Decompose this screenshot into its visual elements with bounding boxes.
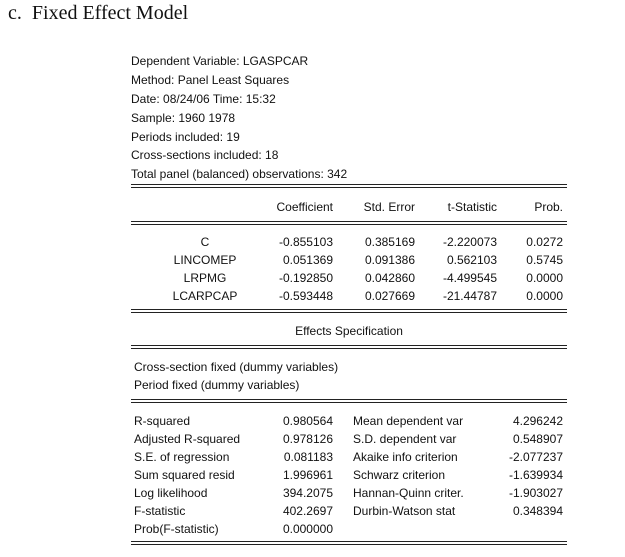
stat-value-left: 1.996961 [282,468,333,482]
stat-value-left: 0.081183 [283,450,333,464]
row-prob: 0.0000 [526,289,563,303]
row-coefficient: -0.192850 [278,271,333,285]
stat-value-left: 394.2075 [282,486,333,500]
effects-line-row [131,358,567,376]
row-std-error: 0.385169 [364,235,415,249]
effects-period: Period fixed (dummy variables) [134,378,300,392]
stat-label-left: Adjusted R-squared [134,432,241,446]
table-row [131,251,567,269]
effects-top-rule [131,309,567,313]
effects-title: Effects Specification [295,324,403,338]
meta-periods: Periods included: 19 [131,129,240,144]
stat-label-right: Akaike info criterion [353,450,458,464]
meta-cross-sections: Cross-sections included: 18 [131,148,279,163]
row-variable: LRPMG [183,271,227,285]
stat-value-left: 0.000000 [282,522,333,536]
section-heading [8,2,188,25]
effects-rule [131,345,567,349]
row-coefficient: 0.051369 [282,253,333,267]
row-std-error: 0.027669 [364,289,415,303]
row-std-error: 0.042860 [364,271,415,285]
stat-label-left: R-squared [134,414,191,428]
stat-value-right: 0.348394 [512,504,563,518]
meta-dependent-variable: Dependent Variable: LGASPCAR [131,54,309,68]
stats-row [131,484,567,502]
table-row [131,269,567,287]
table-row [131,287,567,305]
row-std-error: 0.091386 [364,253,415,267]
stat-label-right: Schwarz criterion [353,468,446,482]
row-prob: 0.5745 [526,253,563,267]
stat-label-left: Log likelihood [134,486,208,500]
stat-value-right: -1.903027 [508,486,563,500]
row-variable: C [200,235,210,249]
stats-row [131,430,567,448]
meta-sample: Sample: 1960 1978 [131,110,236,125]
header-t-statistic: t-Statistic [447,200,497,214]
table-bottom-rule [131,541,567,545]
header-coefficient: Coefficient [276,200,333,214]
regression-metadata [131,52,567,184]
effects-cross-section: Cross-section fixed (dummy variables) [134,360,339,374]
stats-row [131,502,567,520]
stats-row [131,412,567,430]
stat-label-right: S.D. dependent var [353,432,457,446]
stat-value-left: 402.2697 [282,504,333,518]
table-header-rule [131,221,567,225]
stat-label-left: Prob(F-statistic) [134,522,219,536]
stats-top-rule [131,399,567,403]
stat-value-right: 4.296242 [512,414,563,428]
table-top-rule [131,184,567,188]
stat-label-left: F-statistic [134,504,186,518]
stat-value-left: 0.978126 [282,432,333,446]
row-variable: LCARPCAP [172,289,238,303]
stats-row [131,448,567,466]
table-row [131,233,567,251]
effects-line-row [131,376,567,394]
header-prob: Prob. [534,200,563,214]
row-coefficient: -0.855103 [278,235,333,249]
stat-value-right: 0.548907 [512,432,563,446]
row-t-statistic: -4.499545 [442,271,497,285]
meta-date-time: Date: 08/24/06 Time: 15:32 [131,91,276,106]
stat-value-right: -1.639934 [508,468,563,482]
header-std-error: Std. Error [363,200,415,214]
section-label: c. [8,2,22,24]
stat-label-right: Durbin-Watson stat [353,504,456,518]
meta-observations: Total panel (balanced) observations: 342 [131,167,348,182]
effects-title-row [131,322,567,340]
section-title: Fixed Effect Model [31,2,189,24]
row-prob: 0.0000 [526,271,563,285]
stat-label-right: Mean dependent var [353,414,464,428]
stats-row [131,520,567,538]
stat-value-left: 0.980564 [282,414,333,428]
row-prob: 0.0272 [526,235,563,249]
meta-method: Method: Panel Least Squares [131,72,290,87]
stat-label-left: Sum squared resid [134,468,235,482]
row-variable: LINCOMEP [173,253,237,267]
row-coefficient: -0.593448 [278,289,333,303]
row-t-statistic: 0.562103 [446,253,497,267]
stat-value-right: -2.077237 [508,450,563,464]
row-t-statistic: -21.44787 [442,289,497,303]
coef-header-row [131,198,567,216]
stat-label-right: Hannan-Quinn criter. [353,486,464,500]
row-t-statistic: -2.220073 [442,235,497,249]
stats-row [131,466,567,484]
stat-label-left: S.E. of regression [134,450,230,464]
